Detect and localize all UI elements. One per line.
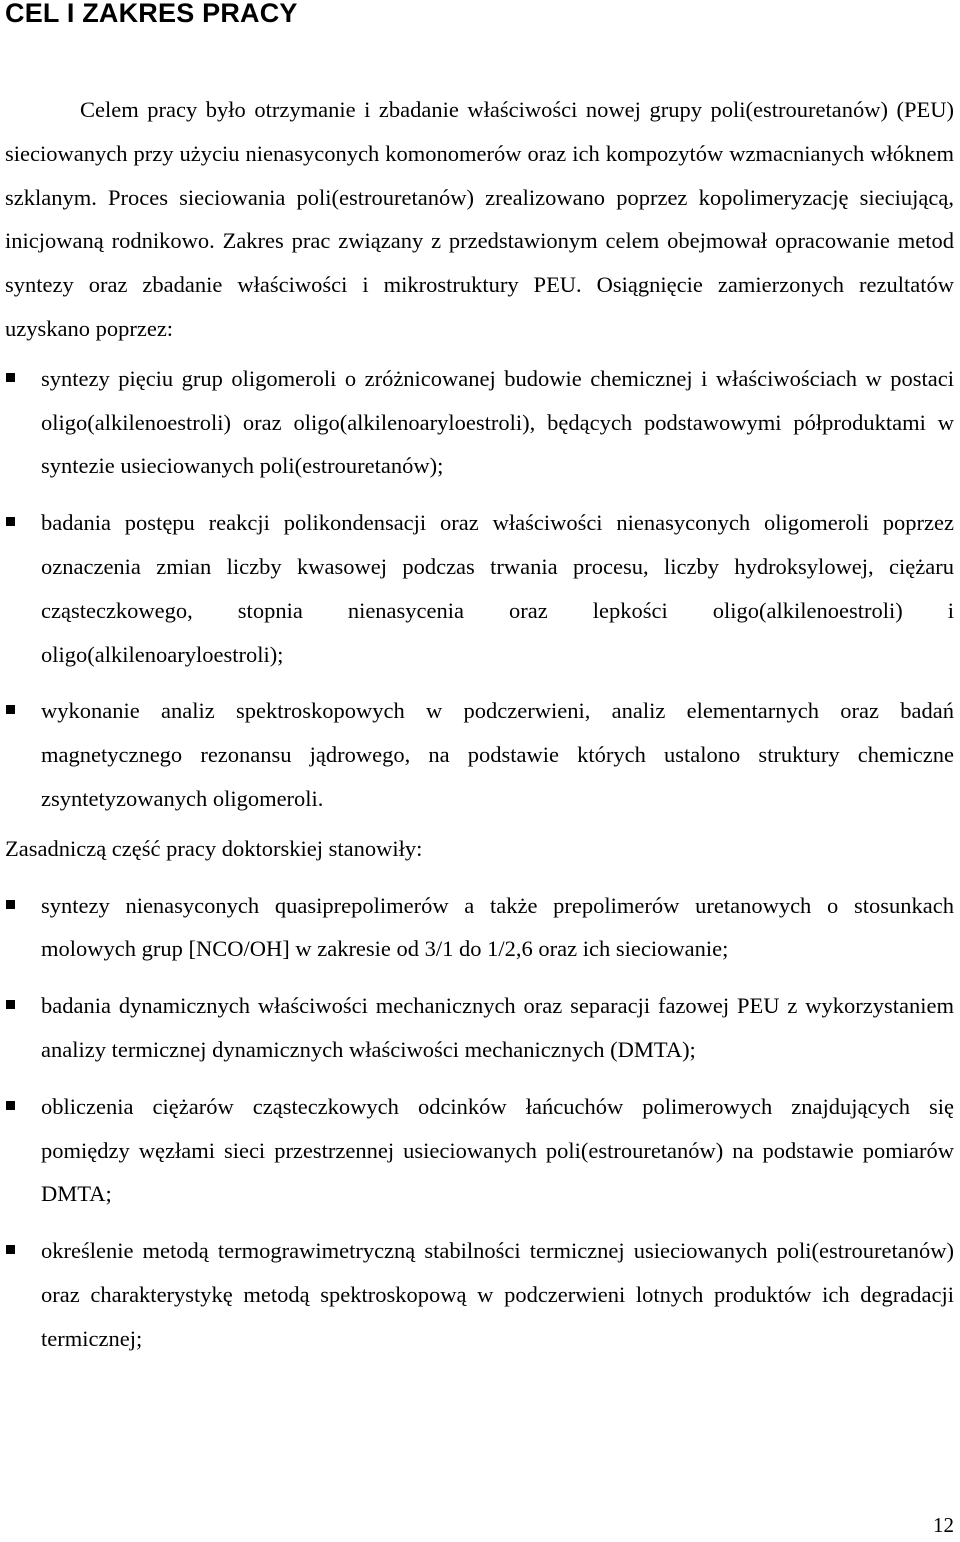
- square-bullet-icon: [6, 1000, 15, 1009]
- square-bullet-icon: [6, 373, 15, 382]
- list-item-text: badania dynamicznych właściwości mechanicznych oraz separacji fazowej PEU z wykorzystaniem analizy termicznej dynamicznych właściwości mechanicznych (DMTA);: [41, 993, 954, 1062]
- list-item: [5, 501, 954, 676]
- list-item: [5, 1229, 954, 1360]
- square-bullet-icon: [6, 900, 15, 909]
- methods-bullet-list: [5, 357, 954, 821]
- list-item-text: badania postępu reakcji polikondensacji oraz właściwości nienasyconych oligomeroli poprzez oznaczenia zmian liczby kwasowej podczas trwania procesu, liczby hydroksylowej, ciężaru cząsteczkowego, stopnia nienasycenia oraz lepkości oligo(alkilenoestroli) i oligo(alkilenoaryloestroli);: [41, 510, 954, 667]
- list-item: [5, 1085, 954, 1216]
- section-heading: CEL I ZAKRES PRACY: [5, 0, 298, 26]
- list-item-text: syntezy nienasyconych quasiprepolimerów a także prepolimerów uretanowych o stosunkach molowych grup [NCO/OH] w zakresie od 3/1 do 1/2,6 oraz ich sieciowanie;: [41, 892, 954, 962]
- main-scope-paragraph: Zasadniczą część pracy doktorskiej stanowiły:: [5, 835, 423, 861]
- scope-bullet-list: [5, 884, 954, 1361]
- square-bullet-icon: [6, 1101, 15, 1110]
- page-number: 12: [933, 1513, 954, 1537]
- list-item: [5, 884, 954, 972]
- list-item: [5, 984, 954, 1072]
- square-bullet-icon: [6, 1245, 15, 1254]
- list-item-text: wykonanie analiz spektroskopowych w podczerwieni, analiz elementarnych oraz badań magnetycznego rezonansu jądrowego, na podstawie których ustalono struktury chemiczne zsyntetyzowanych oligomeroli.: [41, 698, 954, 811]
- list-item-text: syntezy pięciu grup oligomeroli o zróżnicowanej budowie chemicznej i właściwościach w postaci oligo(alkilenoestroli) oraz oligo(alkilenoaryloestroli), będących podstawowymi półproduktami w syntezie usieciowanych poli(estrouretanów);: [41, 365, 954, 479]
- list-item: [5, 689, 954, 820]
- intro-paragraph: Celem pracy było otrzymanie i zbadanie właściwości nowej grupy poli(estrouretanów) (PEU) sieciowanych przy użyciu nienasyconych komonomerów oraz ich kompozytów wzmacnianych włóknem szklanym. Proces sieciowania poli(estrouretanów) zrealizowano poprzez kopolimeryzację sieciującą, inicjowaną rodnikowo. Zakres prac związany z przedstawionym celem obejmował opracowanie metod syntezy oraz zbadanie właściwości i mikrostruktury PEU. Osiągnięcie zamierzonych rezultatów uzyskano poprzez:: [5, 97, 954, 341]
- list-item-text: obliczenia ciężarów cząsteczkowych odcinków łańcuchów polimerowych znajdujących się pomiędzy węzłami sieci przestrzennej usieciowanych poli(estrouretanów) na podstawie pomiarów DMTA;: [41, 1093, 954, 1207]
- square-bullet-icon: [6, 705, 15, 714]
- square-bullet-icon: [6, 517, 15, 526]
- list-item: [5, 357, 954, 488]
- list-item-text: określenie metodą termograwimetryczną stabilności termicznej usieciowanych poli(estrouretanów) oraz charakterystykę metodą spektroskopową w podczerwieni lotnych produktów ich degradacji termicznej;: [41, 1238, 954, 1351]
